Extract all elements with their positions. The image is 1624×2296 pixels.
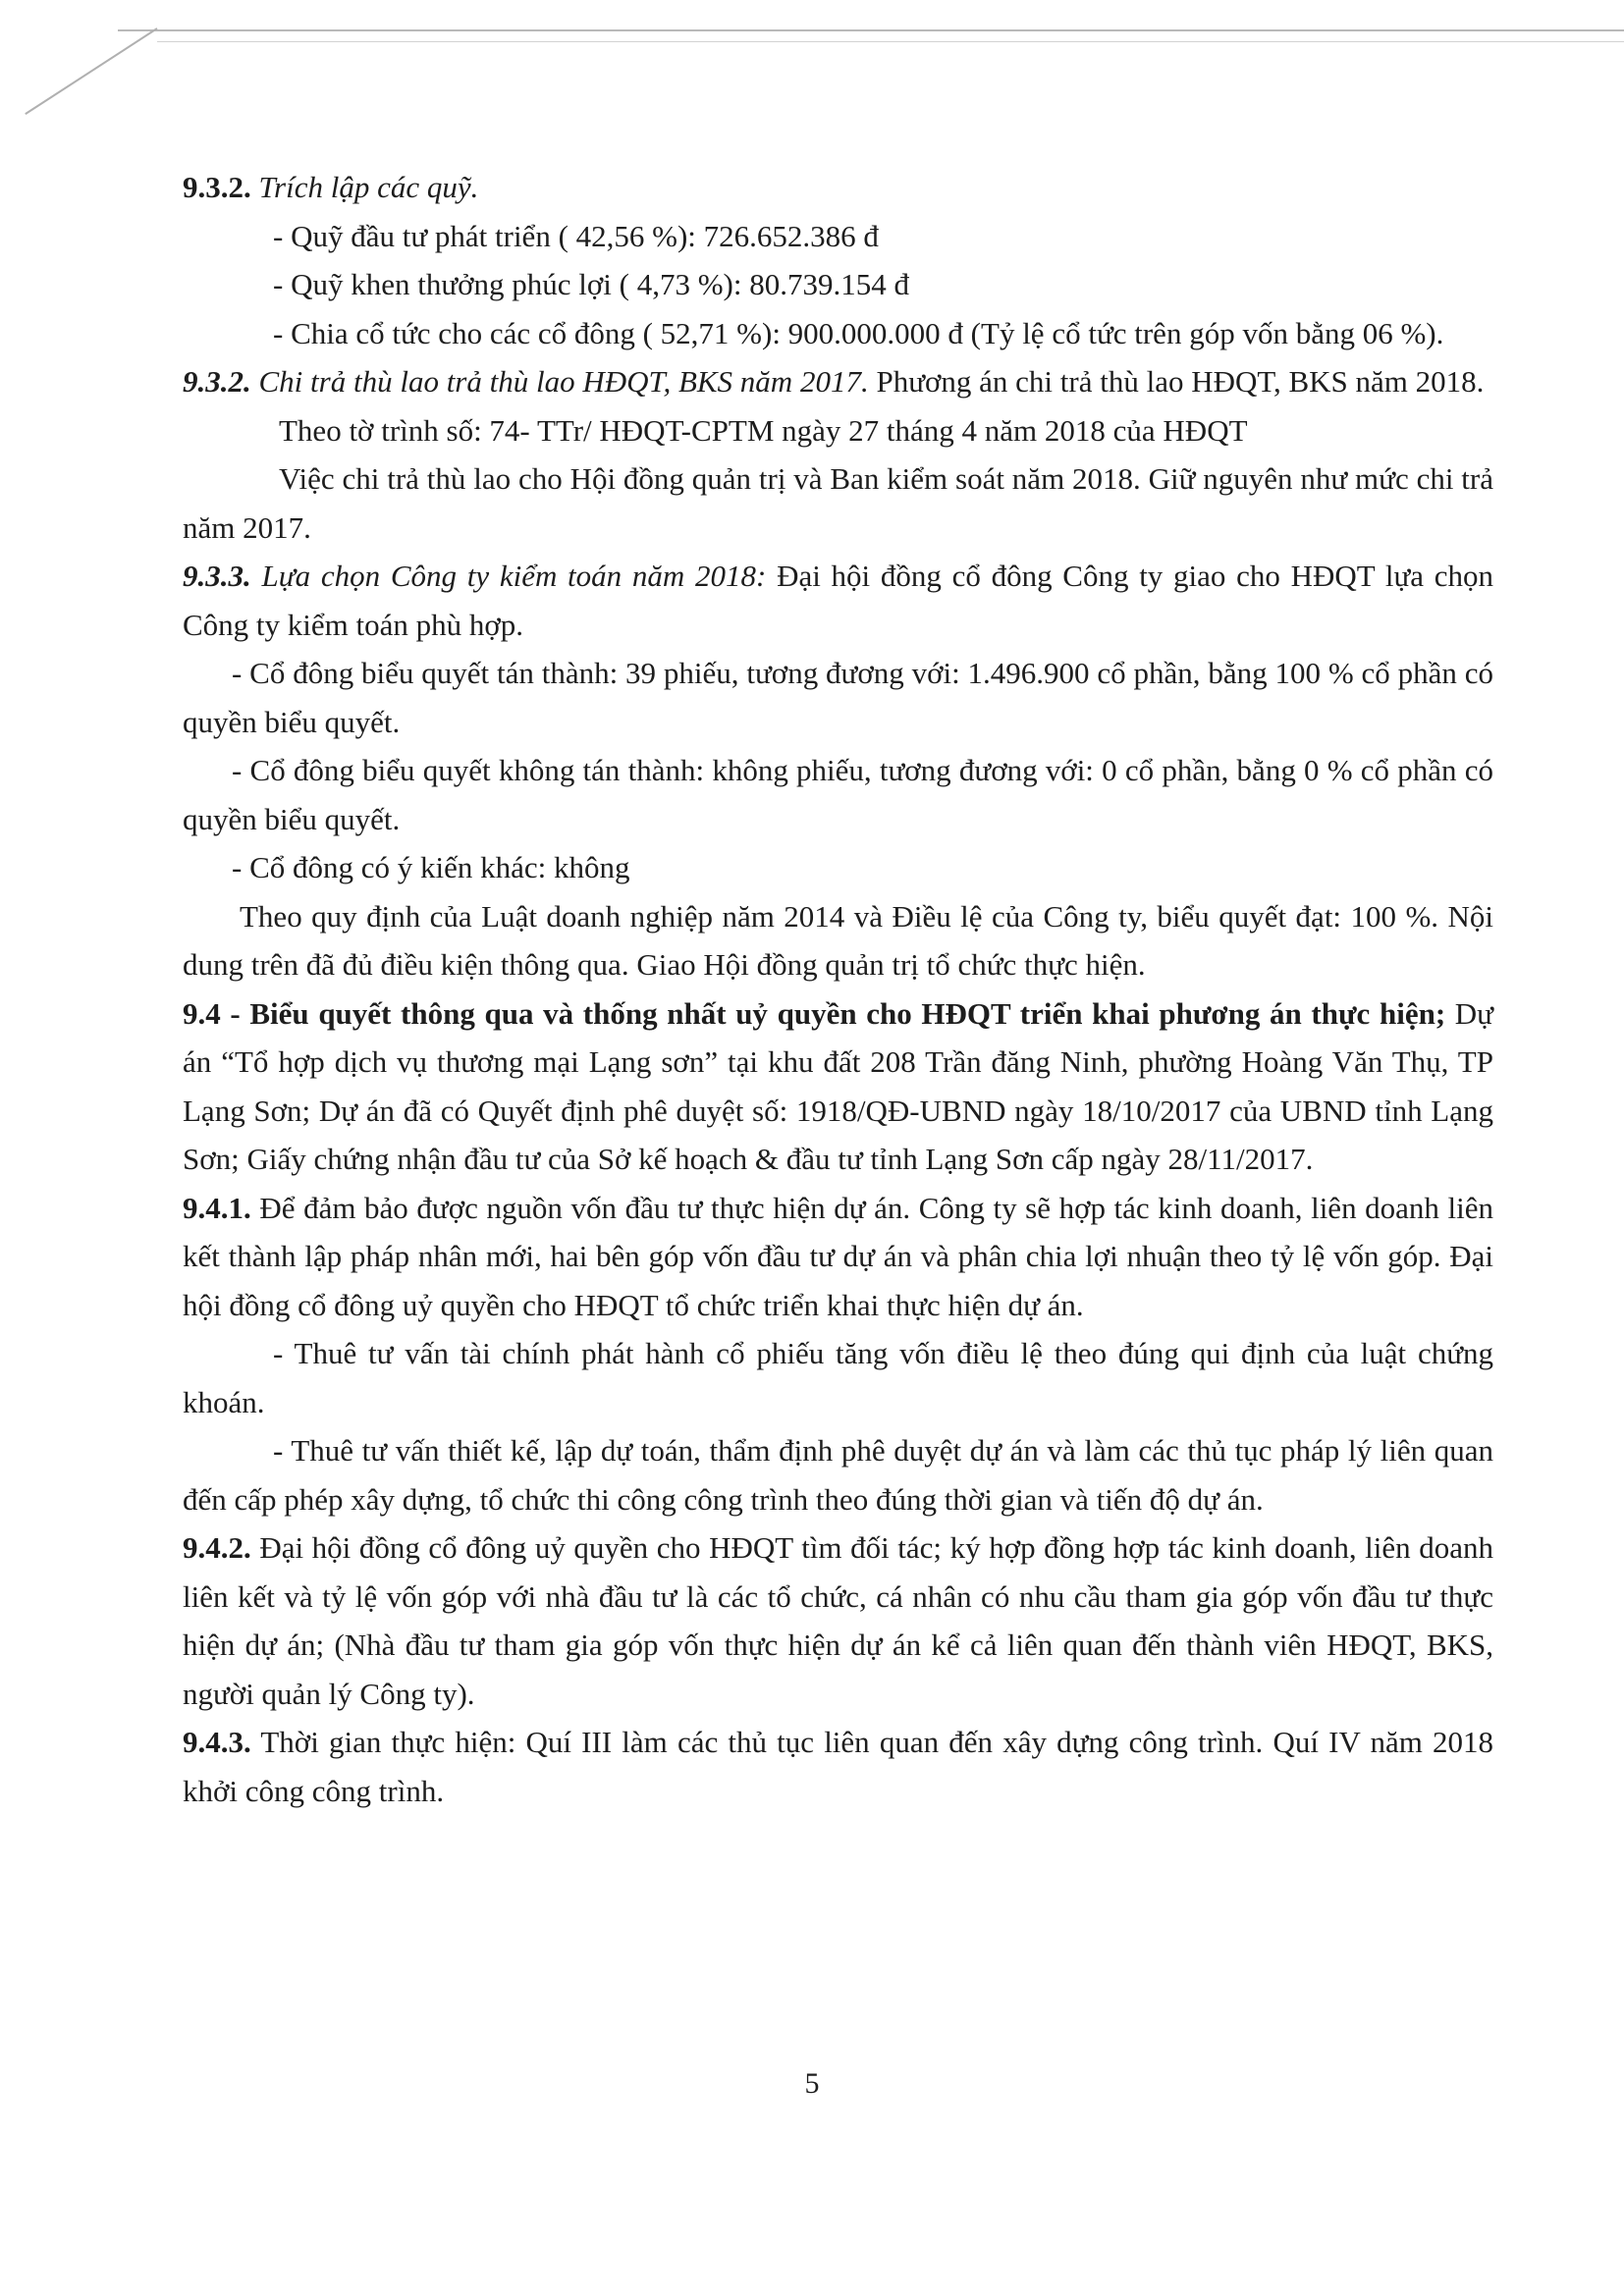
bullet-tu-van-tai-chinh: - Thuê tư vấn tài chính phát hành cổ phiếu tăng vốn điều lệ theo đúng qui định của luật chứng khoán. [183, 1336, 1493, 1419]
para-quy-dinh: Theo quy định của Luật doanh nghiệp năm 2014 và Điều lệ của Công ty, biểu quyết đạt: 100 %. Nội dung trên đã đủ điều kiện thông qua. Giao Hội đồng quản trị tổ chức thực hiện. [183, 898, 1493, 982]
para-to-trinh: Theo tờ trình số: 74- TTr/ HĐQT-CPTM ngày 27 tháng 4 năm 2018 của HĐQT [279, 412, 1248, 448]
bullet-quy-khen-thuong: - Quỹ khen thưởng phúc lợi ( 4,73 %): 80.739.154 đ [273, 267, 909, 301]
section-title: Lựa chọn Công ty kiểm toán năm 2018: [261, 559, 767, 593]
heading-9-4 [183, 989, 1493, 1184]
heading-9-4-1 [183, 1184, 1493, 1330]
section-number: 9.4.3. [183, 1725, 251, 1759]
heading-9-4-3 [183, 1718, 1493, 1815]
section-text: Đại hội đồng cổ đông uỷ quyền cho HĐQT tìm đối tác; ký hợp đồng hợp tác kinh doanh, liên doanh liên kết và tỷ lệ vốn góp với nhà đầu tư là các tổ chức, cá nhân có nhu cầu tham gia góp vốn đầu tư thực hiện dự án; (Nhà đầu tư tham gia góp vốn thực hiện dự án kể cả liên quan đến thành viên HĐQT, BKS, người quản lý Công ty). [183, 1530, 1493, 1711]
heading-9-3-2-thu-lao [183, 357, 1493, 406]
section-number: 9.4.1. [183, 1190, 251, 1225]
paper-fold-edge [25, 27, 157, 115]
page-number: 5 [804, 2067, 820, 2100]
paper-edge-top-secondary [157, 41, 1624, 42]
document-body [183, 163, 1493, 1815]
bullet-quy-dau-tu: - Quỹ đầu tư phát triển ( 42,56 %): 726.652.386 đ [273, 218, 879, 253]
section-text: Dự án “Tổ hợp dịch vụ thương mại Lạng sơn” tại khu đất 208 Trần đăng Ninh, phường Hoàng Văn Thụ, TP Lạng Sơn; Dự án đã có Quyết định phê duyệt số: 1918/QĐ-UBND ngày 18/10/2017 của UBND tỉnh Lạng Sơn; Giấy chứng nhận đầu tư của Sở kế hoạch & đầu tư tỉnh Lạng Sơn cấp ngày 28/11/2017. [183, 995, 1493, 1176]
section-title: 9.4 - Biểu quyết thông qua và thống nhất uỷ quyền cho HĐQT triển khai phương án thực hiện; [183, 995, 1446, 1031]
vote-other: - Cổ đông có ý kiến khác: không [232, 850, 630, 884]
section-number: 9.4.2. [183, 1530, 251, 1565]
bullet-chia-co-tuc: - Chia cổ tức cho các cổ đông ( 52,71 %): 900.000.000 đ (Tỷ lệ cổ tức trên góp vốn bằng 06 %). [273, 315, 1444, 350]
vote-approve: - Cổ đông biểu quyết tán thành: 39 phiếu, tương đương với: 1.496.900 cổ phần, bằng 100 % cổ phần có quyền biểu quyết. [183, 656, 1493, 739]
section-text: Thời gian thực hiện: Quí III làm các thủ tục liên quan đến xây dựng công trình. Quí IV năm 2018 khởi công công trình. [183, 1725, 1493, 1808]
section-text: Để đảm bảo được nguồn vốn đầu tư thực hiện dự án. Công ty sẽ hợp tác kinh doanh, liên doanh liên kết thành lập pháp nhân mới, hai bên góp vốn đầu tư dự án và phân chia lợi nhuận theo tỷ lệ vốn góp. Đại hội đồng cổ đông uỷ quyền cho HĐQT tổ chức triển khai thực hiện dự án. [183, 1190, 1493, 1322]
heading-9-3-3 [183, 552, 1493, 649]
heading-9-3-2-quy [183, 163, 1493, 212]
vote-disapprove: - Cổ đông biểu quyết không tán thành: không phiếu, tương đương với: 0 cổ phần, bằng 0 % cổ phần có quyền biểu quyết. [183, 753, 1493, 836]
paper-edge-top [118, 29, 1624, 31]
section-text: Phương án chi trả thù lao HĐQT, BKS năm 2018. [876, 364, 1485, 399]
section-text: Đại hội đồng cổ đông Công ty giao cho HĐQT lựa chọn Công ty kiểm toán phù hợp. [183, 559, 1494, 642]
section-number: 9.3.2. [183, 364, 251, 399]
section-number: 9.3.2. [183, 170, 251, 204]
para-chi-tra: Việc chi trả thù lao cho Hội đồng quản trị và Ban kiểm soát năm 2018. Giữ nguyên như mức chi trả năm 2017. [183, 461, 1493, 545]
bullet-tu-van-thiet-ke: - Thuê tư vấn thiết kế, lập dự toán, thẩm định phê duyệt dự án và làm các thủ tục pháp lý liên quan đến cấp phép xây dựng, tổ chức thi công công trình theo đúng thời gian và tiến độ dự án. [183, 1433, 1493, 1517]
section-title: Chi trả thù lao trả thù lao HĐQT, BKS năm 2017. [258, 364, 869, 399]
section-number: 9.3.3. [183, 559, 251, 593]
heading-9-4-2 [183, 1523, 1493, 1718]
section-title: Trích lập các quỹ. [258, 170, 479, 204]
